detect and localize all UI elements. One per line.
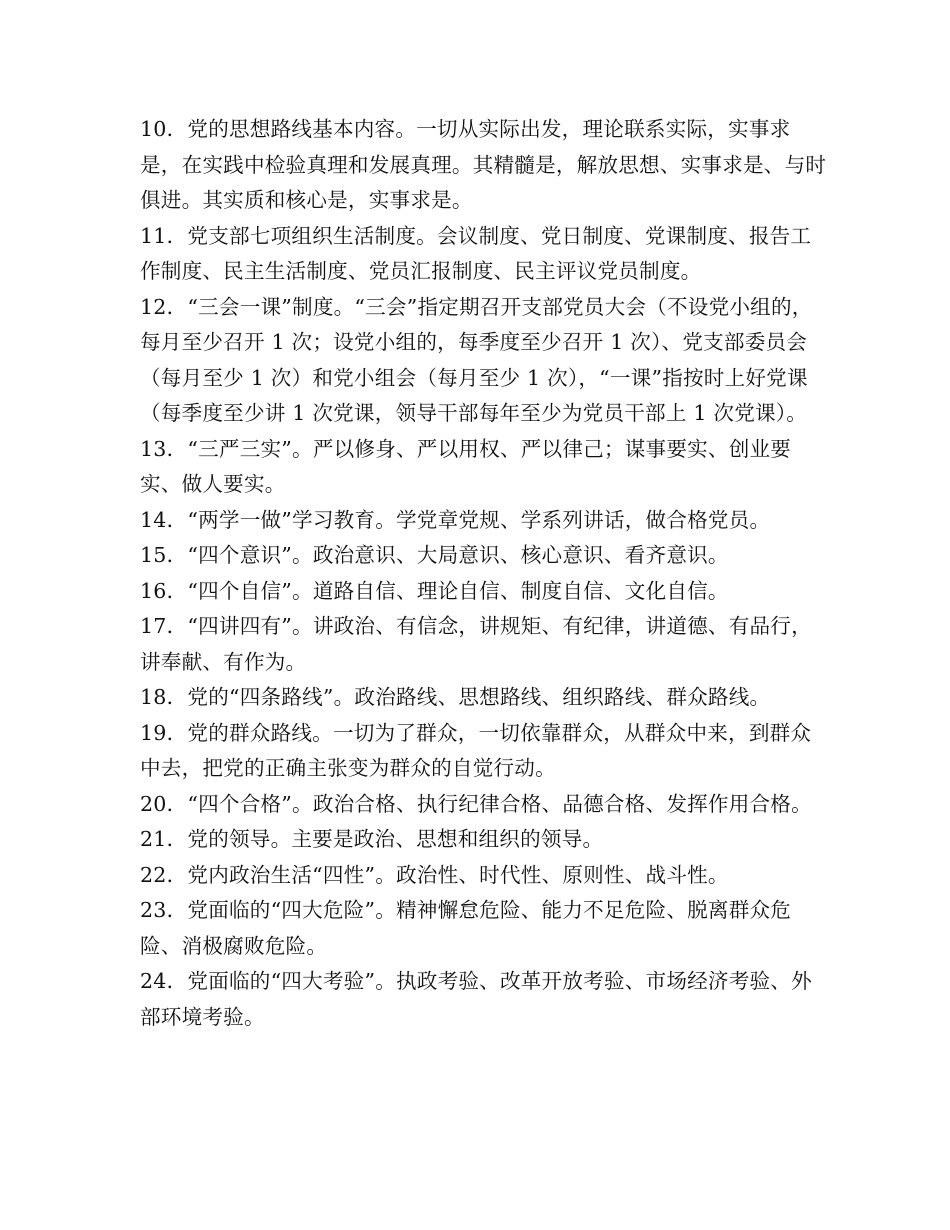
document-page — [140, 112, 830, 1035]
paragraph-item-16: 16．“四个自信”。道路自信、理论自信、制度自信、文化自信。 — [140, 578, 729, 603]
paragraph-item-19: 19．党的群众路线。一切为了群众，一切依靠群众，从群众中来，到群众中去，把党的正确主张变为群众的自觉行动。 — [140, 720, 812, 780]
paragraph-item-14: 14．“两学一做”学习教育。学党章党规、学系列讲话，做合格党员。 — [140, 507, 771, 532]
paragraph-item-12: 12．“三会一课”制度。“三会”指定期召开支部党员大会（不设党小组的，每月至少召开 1 次；设党小组的，每季度至少召开 1 次）、党支部委员会（每月至少 1 次）和党小组会（每月至少 1 次），“一课”指按时上好党课（每季度至少讲 1 次党课，领导干部每年至少为党员干部上 1 次党课）。 — [140, 294, 813, 425]
paragraph-item-17: 17．“四讲四有”。讲政治、有信念，讲规矩、有纪律，讲道德、有品行，讲奉献、有作为。 — [140, 614, 812, 674]
paragraph-item-15: 15．“四个意识”。政治意识、大局意识、核心意识、看齐意识。 — [140, 543, 729, 567]
paragraph-item-13: 13．“三严三实”。严以修身、严以用权、严以律己；谋事要实、创业要实、做人要实。 — [140, 436, 792, 496]
paragraph-item-10: 10．党的思想路线基本内容。一切从实际出发，理论联系实际，实事求是，在实践中检验真理和发展真理。其精髓是，解放思想、实事求是、与时俱进。其实质和核心是，实事求是。 — [140, 117, 827, 212]
paragraph-item-11: 11．党支部七项组织生活制度。会议制度、党日制度、党课制度、报告工作制度、民主生活制度、党员汇报制度、民主评议党员制度。 — [140, 223, 812, 283]
paragraph-item-23: 23．党面临的“四大危险”。精神懈怠危险、能力不足危险、脱离群众危险、消极腐败危险。 — [140, 898, 792, 958]
paragraph-item-20: 20．“四个合格”。政治合格、执行纪律合格、品德合格、发挥作用合格。 — [140, 791, 812, 816]
paragraph-item-24: 24．党面临的“四大考验”。执政考验、改革开放考验、市场经济考验、外部环境考验。 — [140, 969, 812, 1029]
paragraph-item-18: 18．党的“四条路线”。政治路线、思想路线、组织路线、群众路线。 — [140, 685, 771, 709]
paragraph-item-21: 21．党的领导。主要是政治、思想和组织的领导。 — [140, 827, 604, 851]
paragraph-item-22: 22．党内政治生活“四性”。政治性、时代性、原则性、战斗性。 — [140, 862, 729, 887]
